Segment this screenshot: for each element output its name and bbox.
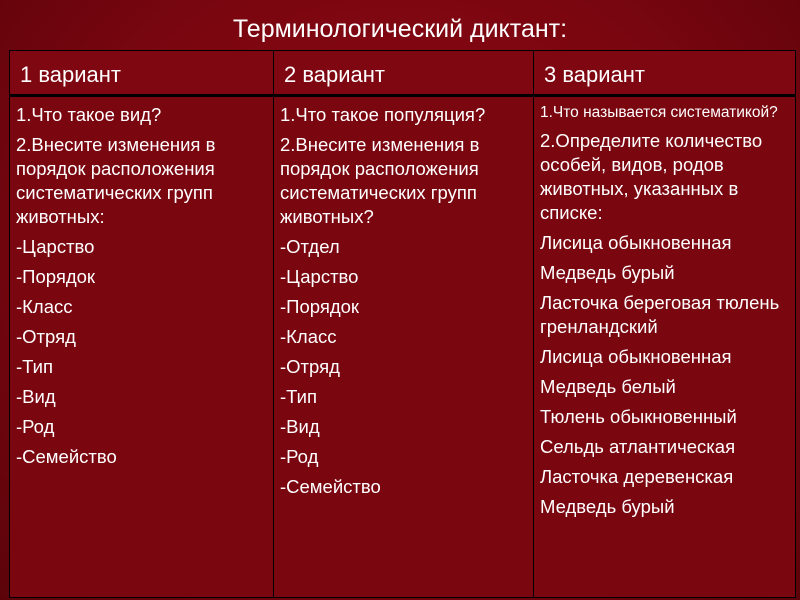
- variant-3-question-2: 2.Определите количество особей, видов, родов животных, указанных в списке:: [540, 130, 763, 223]
- list-item: -Вид: [16, 386, 56, 407]
- list-item: -Порядок: [16, 266, 96, 287]
- variant-2-question-2: 2.Внесите изменения в порядок расположения систематических групп животных?: [280, 134, 480, 227]
- table-body-row: [10, 96, 796, 598]
- list-item: -Семейство: [16, 446, 117, 467]
- list-item: -Отдел: [280, 236, 340, 257]
- variant-1-question-1: 1.Что такое вид?: [16, 104, 162, 125]
- list-item: -Отряд: [16, 326, 76, 347]
- list-item: Сельдь атлантическая: [540, 436, 736, 457]
- list-item: -Класс: [16, 296, 73, 317]
- list-item: -Семейство: [280, 476, 381, 497]
- list-item: Ласточка береговая тюлень гренландский: [540, 292, 780, 337]
- dictation-table: [9, 50, 796, 598]
- list-item: -Класс: [280, 326, 337, 347]
- list-item: -Отряд: [280, 356, 340, 377]
- list-item: Лисица обыкновенная: [540, 346, 732, 367]
- dictation-table-container: [9, 50, 795, 598]
- list-item: Медведь белый: [540, 376, 676, 397]
- list-item: -Царство: [16, 236, 95, 257]
- list-item: Лисица обыкновенная: [540, 232, 732, 253]
- list-item: Медведь бурый: [540, 496, 675, 517]
- variant-1-cell: [10, 96, 274, 598]
- variant-3-question-1: 1.Что называется систематикой?: [540, 104, 778, 121]
- list-item: -Тип: [16, 356, 53, 377]
- list-item: -Тип: [280, 386, 317, 407]
- list-item: -Порядок: [280, 296, 360, 317]
- variant-3-cell: [534, 96, 796, 598]
- list-item: -Вид: [280, 416, 320, 437]
- variant-3-list: [540, 231, 789, 519]
- column-header-variant-1: 1 вариант: [10, 51, 274, 96]
- variant-1-list: [16, 235, 267, 469]
- table-header-row: [10, 51, 796, 96]
- variant-1-question-2: 2.Внесите изменения в порядок расположения систематических групп животных:: [16, 134, 216, 227]
- variant-2-question-1: 1.Что такое популяция?: [280, 104, 486, 125]
- variant-2-cell: [274, 96, 534, 598]
- list-item: Тюлень обыкновенный: [540, 406, 737, 427]
- list-item: -Род: [280, 446, 319, 467]
- page-title: Терминологический диктант:: [232, 15, 568, 43]
- list-item: -Род: [16, 416, 55, 437]
- column-header-variant-2: 2 вариант: [274, 51, 534, 96]
- list-item: -Царство: [280, 266, 359, 287]
- column-header-variant-3: 3 вариант: [534, 51, 796, 96]
- list-item: Медведь бурый: [540, 262, 675, 283]
- variant-2-list: [280, 235, 527, 499]
- list-item: Ласточка деревенская: [540, 466, 734, 487]
